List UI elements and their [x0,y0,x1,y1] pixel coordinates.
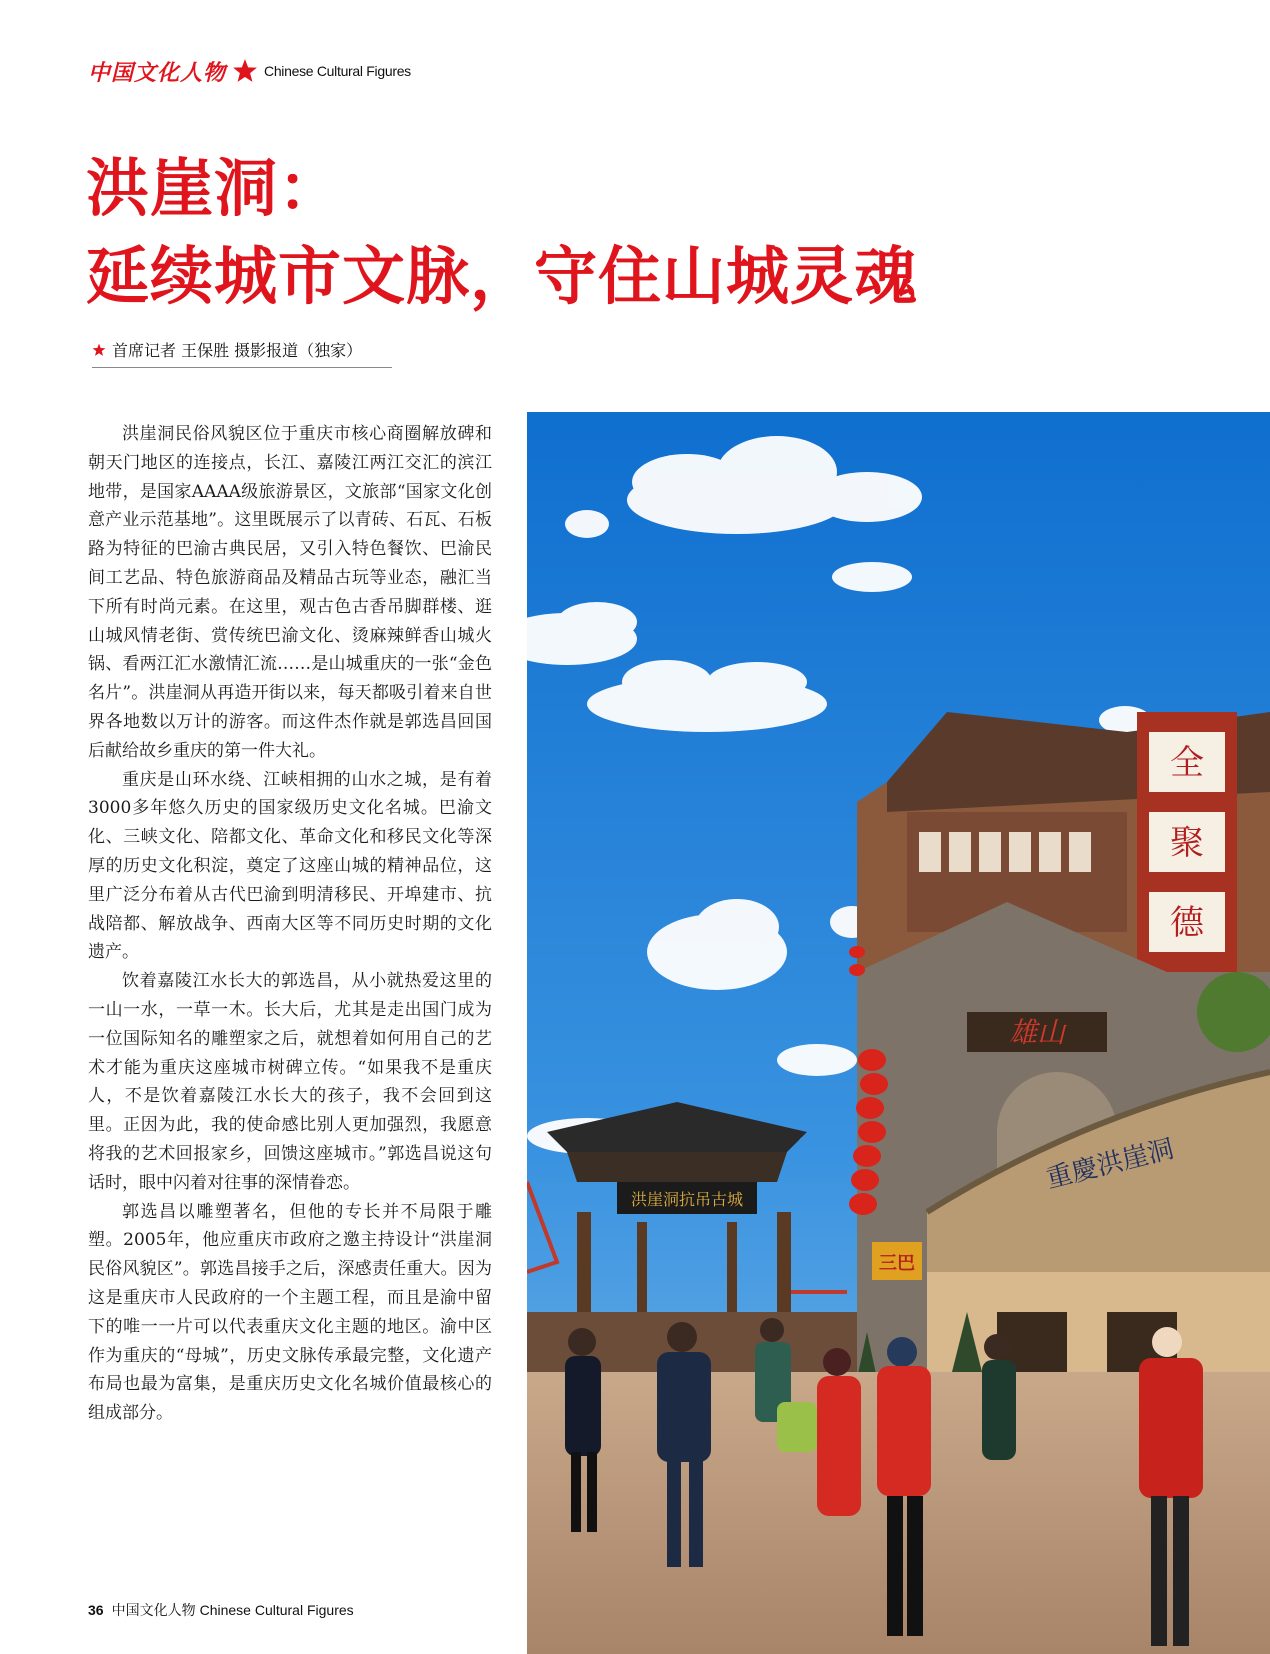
paragraph: 饮着嘉陵江水长大的郭选昌，从小就热爱这里的一山一水，一草一木。长大后，尤其是走出国门成为一位国际知名的雕塑家之后，就想着如何用自己的艺术才能为重庆这座城市树碑立传。“如果我不是重庆人，不是饮着嘉陵江水长大的孩子，我不会回到这里。正因为此，我的使命感比别人更加强烈，我愿意将我的艺术回报家乡，回馈这座城市。”郭选昌说这句话时，眼中闪着对往事的深情眷恋。 [88,971,492,1193]
masthead [88,54,411,88]
tower-char-1: 全 [1170,743,1204,783]
paragraph: 重庆是山环水绕、江峡相拥的山水之城，是有着3000多年悠久历史的国家级历史文化名城。巴渝文化、三峡文化、陪都文化、革命文化和移民文化等深厚的历史文化积淀，奠定了这座山城的精神品位，这里广泛分布着从古代巴渝到明清移民、开埠建市、抗战陪都、解放战争、西南大区等不同历史时期的文化遗产。 [88,769,492,963]
article-title [86,145,918,321]
paragraph: 洪崖洞民俗风貌区位于重庆市核心商圈解放碑和朝天门地区的连接点，长江、嘉陵江两江交汇的滨江地带，是国家AAAA级旅游景区，文旅部“国家文化创意产业示范基地”。这里既展示了以青砖、石瓦、石板路为特征的巴渝古典民居，又引入特色餐饮、巴渝民间工艺品、特色旅游商品及精品古玩等业态，融汇当下所有时尚元素。在这里，观古色古香吊脚群楼、逛山城风情老街、赏传统巴渝文化、烫麻辣鲜香山城火锅、看两江汇水激情汇流……是山城重庆的一张“金色名片”。洪崖洞从再造开街以来，每天都吸引着来自世界各地数以万计的游客。而这件杰作就是郭选昌回国后献给故乡重庆的第一件大礼。 [88,424,492,761]
article-body [88,420,492,1428]
paragraph: 郭选昌以雕塑著名，但他的专长并不局限于雕塑。2005年，他应重庆市政府之邀主持设计“洪崖洞民俗风貌区”。郭选昌接手之后，深感责任重大。因为这是重庆市人民政府的一个主题工程，而且是渝中留下的唯一一片可以代表重庆文化主题的地区。渝中区作为重庆的“母城”，历史文脉传承最完整，文化遗产布局也最为富集，是重庆历史文化名城价值最核心的组成部分。 [88,1201,492,1424]
tower-char-2: 聚 [1170,823,1204,863]
hongyadong-photo-illustration [527,412,1270,1654]
wall-sign: 重慶洪崖洞 [1043,1133,1177,1195]
red-star-icon [232,58,258,84]
brush-sign: 雄山 [1008,1016,1066,1049]
arch-sign: 洪崖洞抗吊古城 [630,1190,744,1209]
masthead-title-cn: 中国文化人物 [88,59,227,86]
byline-star-icon [92,343,106,357]
masthead-title-en: Chinese Cultural Figures [264,63,411,79]
page-footer [88,1600,354,1620]
shop-sign: 三巴 [879,1253,915,1274]
byline-text: 首席记者 王保胜 摄影报道（独家） [112,341,363,360]
article-title-line2: 延续城市文脉，守住山城灵魂 [86,240,918,313]
hongyadong-photo [527,412,1270,1654]
byline [92,338,392,368]
page-number: 36 [88,1602,104,1618]
tower-char-3: 德 [1170,903,1204,943]
footer-publication-en: Chinese Cultural Figures [199,1602,354,1618]
article-title-line1: 洪崖洞： [86,152,342,225]
footer-publication-cn: 中国文化人物 [111,1603,196,1619]
